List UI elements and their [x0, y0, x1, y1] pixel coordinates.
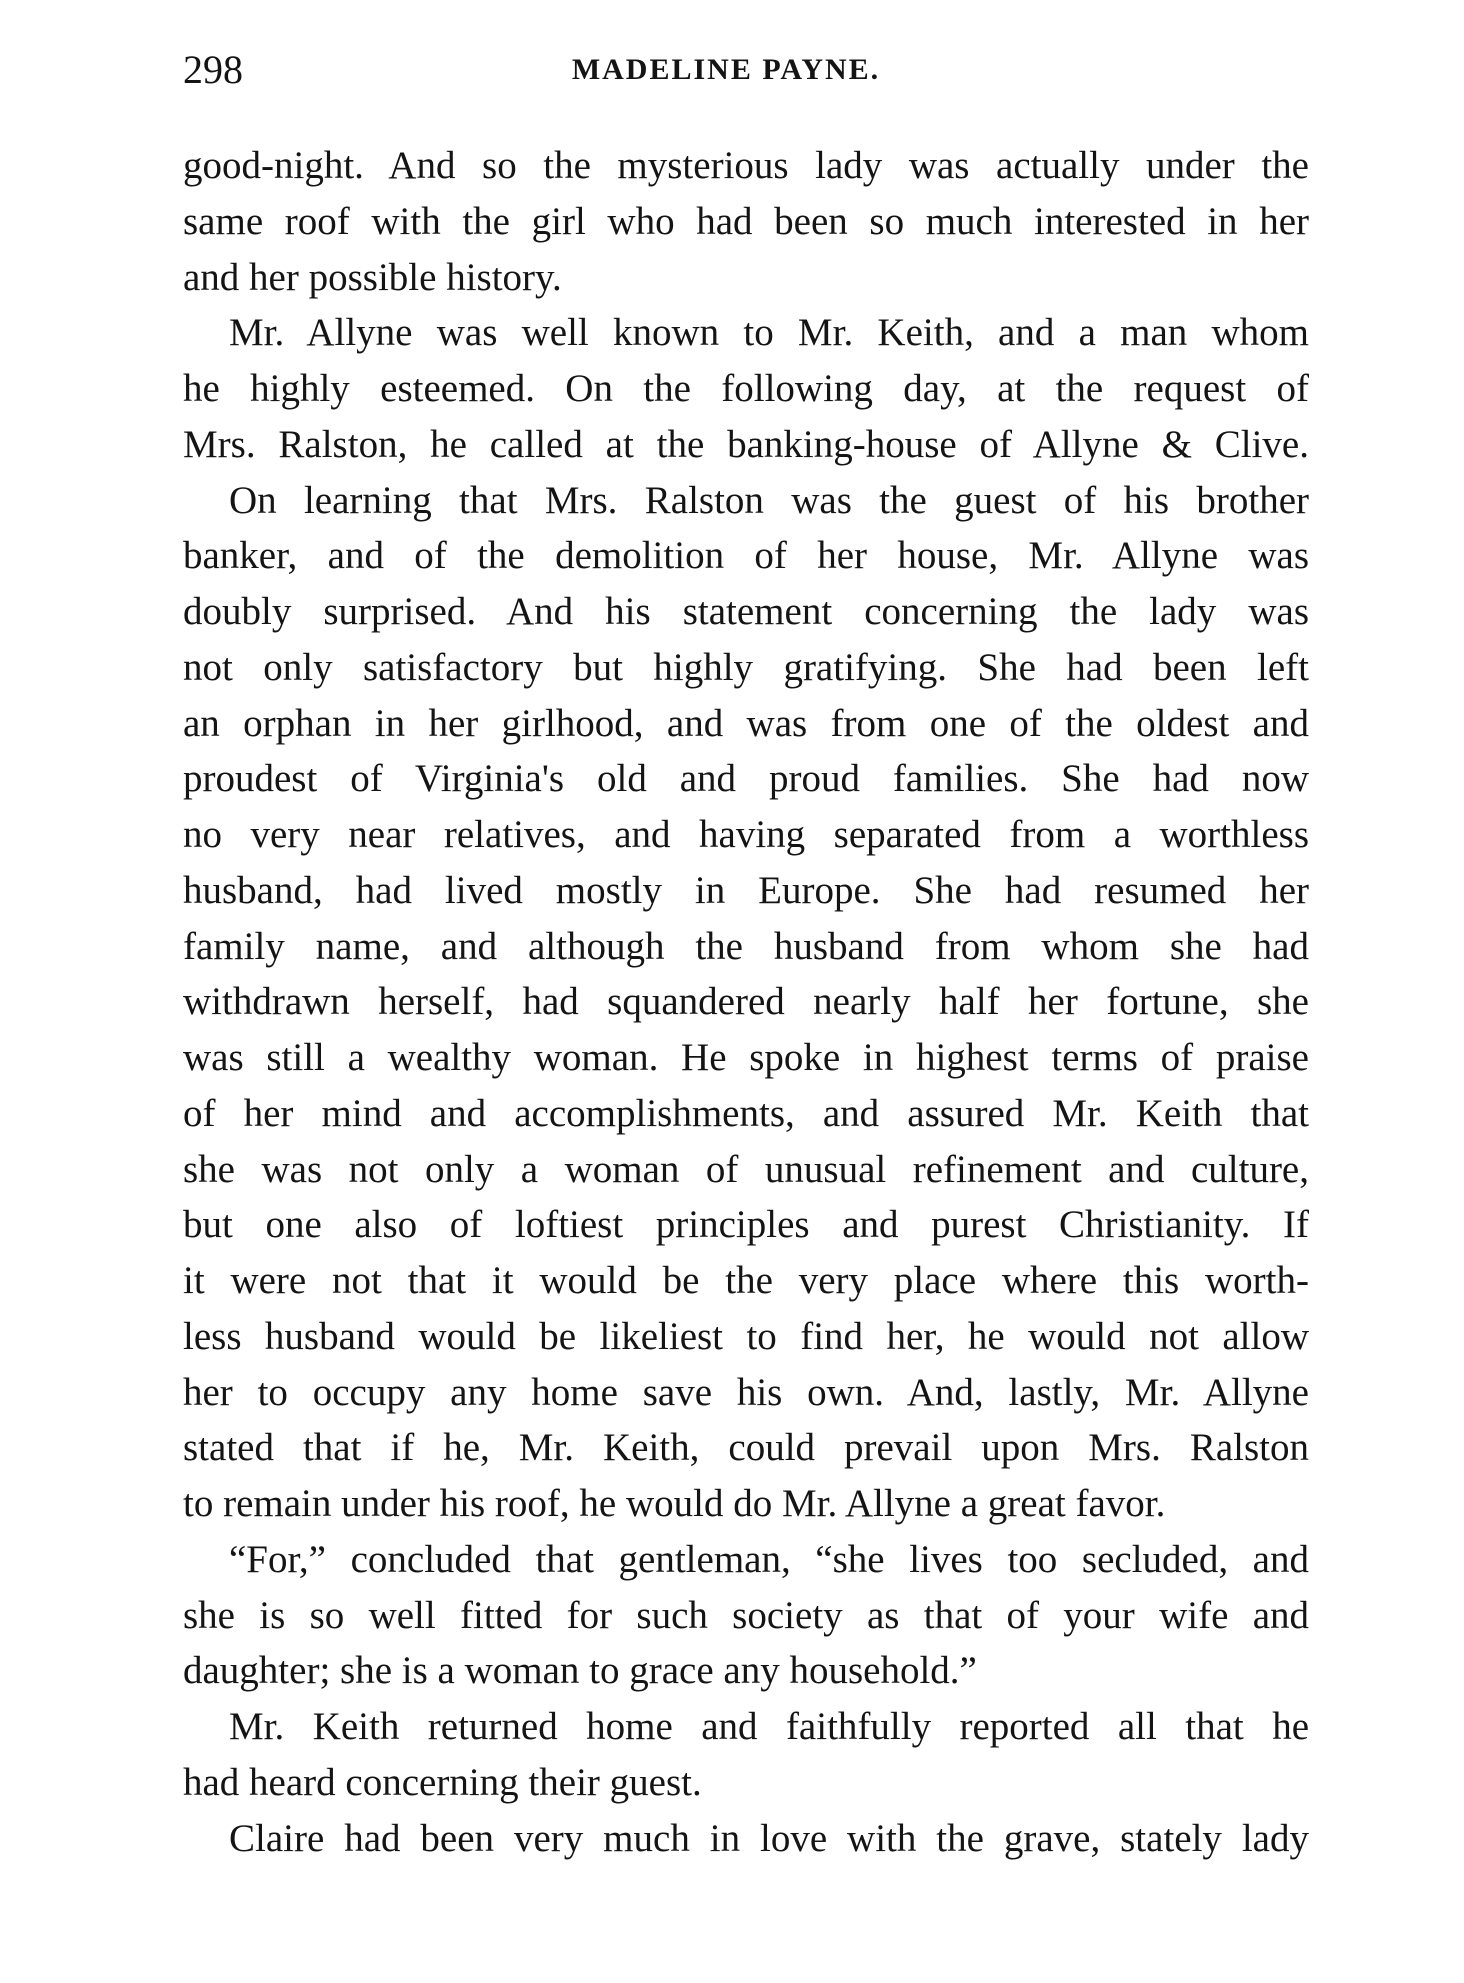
text-line: had heard concerning their guest. [183, 1760, 702, 1804]
text-line: Mrs. Ralston, he called at the banking-house of Allyne & Clive. [183, 422, 1309, 466]
text-line: it were not that it would be the very place where this worth- [183, 1259, 1309, 1302]
text-line: but one also of loftiest principles and purest Christianity. If [183, 1203, 1309, 1247]
running-title: MADELINE PAYNE. [571, 53, 881, 86]
text-line: Claire had been very much in love with the grave, stately lady [229, 1816, 1309, 1860]
text-line: he highly esteemed. On the following day, at the request of [183, 367, 1309, 410]
text-line: to remain under his roof, he would do Mr. Allyne a great favor. [183, 1482, 1166, 1525]
text-line: of her mind and accomplishments, and assured Mr. Keith that [183, 1091, 1309, 1135]
text-line: was still a wealthy woman. He spoke in highest terms of praise [183, 1036, 1309, 1079]
text-line: proudest of Virginia's old and proud families. She had now [183, 757, 1309, 801]
text-line: and her possible history. [183, 255, 562, 299]
text-line: banker, and of the demolition of her house, Mr. Allyne was [183, 534, 1309, 578]
text-line: good-night. And so the mysterious lady was actually under the [183, 144, 1309, 187]
running-head [183, 40, 1309, 100]
text-line: daughter; she is a woman to grace any household.” [183, 1649, 977, 1693]
text-line: stated that if he, Mr. Keith, could prevail upon Mrs. Ralston [183, 1426, 1309, 1470]
text-line: Mr. Allyne was well known to Mr. Keith, and a man whom [229, 311, 1309, 355]
text-line: she was not only a woman of unusual refinement and culture, [183, 1147, 1309, 1191]
body-text [183, 138, 1309, 1866]
page-number: 298 [183, 47, 243, 92]
text-line: husband, had lived mostly in Europe. She had resumed her [183, 868, 1309, 912]
text-line: same roof with the girl who had been so much interested in her [183, 199, 1309, 243]
text-line: On learning that Mrs. Ralston was the guest of his brother [229, 478, 1309, 522]
text-line: “For,” concluded that gentleman, “she lives too secluded, and [229, 1537, 1309, 1581]
text-line: Mr. Keith returned home and faithfully reported all that he [229, 1705, 1309, 1748]
text-line: not only satisfactory but highly gratifying. She had been left [183, 645, 1309, 689]
text-line: withdrawn herself, had squandered nearly half her fortune, she [183, 980, 1309, 1024]
text-line: family name, and although the husband from whom she had [183, 924, 1309, 968]
text-line: an orphan in her girlhood, and was from one of the oldest and [183, 701, 1309, 745]
text-line: no very near relatives, and having separated from a worthless [183, 813, 1309, 856]
text-line: her to occupy any home save his own. And, lastly, Mr. Allyne [183, 1370, 1309, 1414]
text-line: less husband would be likeliest to find her, he would not allow [183, 1314, 1309, 1358]
text-line: doubly surprised. And his statement concerning the lady was [183, 590, 1309, 633]
text-line: she is so well fitted for such society as that of your wife and [183, 1593, 1309, 1637]
